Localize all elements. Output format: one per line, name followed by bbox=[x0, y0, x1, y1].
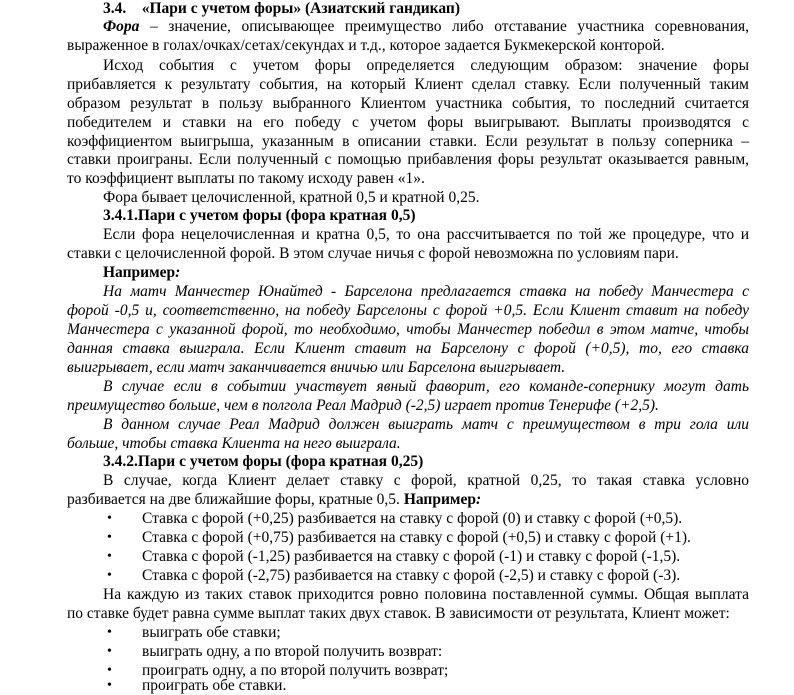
subsection-heading bbox=[103, 452, 423, 471]
subsection-title: Пари с учетом форы (фора кратная 0,25) bbox=[137, 453, 424, 470]
bullet-icon: • bbox=[107, 663, 112, 678]
list-item: • Ставка с форой (+0,75) разбивается на ставку с форой (+0,5) и ставку с форой (+1). bbox=[107, 529, 691, 546]
list-item: • Ставка с форой (-2,75) разбивается на ставку с форой (-2,5) и ставку с форой (-3). bbox=[107, 567, 681, 584]
definition-line-1: Фора – значение, описывающее преимущество либо отставание участника соревнования, bbox=[103, 18, 749, 35]
list-item: • проиграть обе ставки. bbox=[107, 677, 287, 694]
fora-types-line: Фора бывает целочисленной, кратной 0,5 и кратной 0,25. bbox=[103, 189, 480, 206]
body-line: разбивается на две ближайшие форы, кратные 0,5. Например: bbox=[67, 491, 482, 508]
outcome-line: то коэффициент выплаты по такому исходу равен «1». bbox=[67, 170, 425, 187]
body-line: ставки с целочисленной форой. В этом случае ничья с форой невозможна по условиям пари. bbox=[67, 245, 679, 262]
bullet-icon: • bbox=[107, 568, 112, 583]
section-number: 3.4. bbox=[103, 0, 127, 17]
subsection-number: 3.4.2. bbox=[103, 453, 138, 470]
list-item: • Ставка с форой (+0,25) разбивается на ставку с форой (0) и ставку с форой (+0,5). bbox=[107, 510, 683, 527]
outcome-line: прибавляется к результату события, на который Клиент сделал ставку. Если полученный таким bbox=[67, 76, 749, 93]
body-line: Если фора нецелочисленная и кратна 0,5, то она рассчитывается по той же процедуре, что и bbox=[103, 226, 749, 243]
example-line: данная ставка выиграла. Если Клиент ставит на Барселону с форой (+0,5), то, его ставка bbox=[67, 340, 749, 357]
example-line: больше, чтобы ставка Клиента на него выиграла. bbox=[67, 435, 401, 452]
outcome-line: образом результат в пользу выбранного Клиентом участника события, то последний считается bbox=[67, 95, 749, 112]
example-line: В данном случае Реал Мадрид должен выиграть матч с преимуществом в три гола или bbox=[103, 416, 749, 433]
list-item: • выиграть обе ставки; bbox=[107, 624, 281, 641]
example-label: Например: bbox=[103, 264, 181, 281]
bullet-icon: • bbox=[107, 549, 112, 564]
bullet-icon: • bbox=[107, 678, 112, 693]
example-line: Манчестера с указанной форой, то необходимо, чтобы Манчестер победил в этом матче, чтобы bbox=[67, 321, 749, 338]
body-line: В случае, когда Клиент делает ставку с форой, кратной 0,25, то такая ставка условно bbox=[103, 472, 749, 489]
outcome-line: победителем и ставки на его победу с учетом форы выигрывают. Выплаты производятся с bbox=[67, 114, 749, 131]
bullet-icon: • bbox=[107, 625, 112, 640]
list-item: • Ставка с форой (-1,25) разбивается на ставку с форой (-1) и ставку с форой (-1,5). bbox=[107, 548, 681, 565]
list-item: • проиграть одну, а по второй получить возврат; bbox=[107, 662, 449, 679]
outcome-line: Исход события с учетом форы определяется следующим образом: значение форы bbox=[103, 57, 749, 74]
example-line: На матч Манчестер Юнайтед - Барселона предлагается ставка на победу Манчестера с bbox=[103, 283, 749, 300]
body-line: На каждую из таких ставок приходится ровно половина поставленной суммы. Общая выплата bbox=[103, 586, 749, 603]
bullet-icon: • bbox=[107, 530, 112, 545]
bullet-icon: • bbox=[107, 644, 112, 659]
section-heading bbox=[103, 0, 460, 18]
subsection-heading bbox=[103, 206, 415, 225]
subsection-title: Пари с учетом форы (фора кратная 0,5) bbox=[137, 207, 416, 224]
section-title: «Пари с учетом форы» (Азиатский гандикап) bbox=[141, 0, 461, 17]
body-line: по ставке будет равна сумме выплат таких двух ставок. В зависимости от результата, Клиент может: bbox=[67, 605, 730, 622]
example-line: форой -0,5 и, соответственно, на победу Барселоны с форой +0,5. Если Клиент ставит на победу bbox=[67, 302, 749, 319]
subsection-number: 3.4.1. bbox=[103, 207, 138, 224]
outcome-line: коэффициентом выигрыша, указанным в описании ставки. Если результат в пользу соперника – bbox=[67, 133, 749, 150]
example-line: выигрывает, если матч заканчивается вничью или Барселона выигрывает. bbox=[67, 359, 566, 376]
example-line: преимущество больше, чем в полгола Реал Мадрид (-2,5) играет против Тенерифе (+2,5). bbox=[67, 397, 659, 414]
definition-line-2: выраженное в голах/очках/сетах/секундах и т.д., которое задается Букмекерской конторой. bbox=[67, 37, 665, 54]
definition-term: Фора bbox=[103, 18, 140, 35]
bullet-icon: • bbox=[107, 511, 112, 526]
example-line: В случае если в событии участвует явный фаворит, его команде-сопернику могут дать bbox=[103, 378, 749, 395]
list-item: • выиграть одну, а по второй получить возврат: bbox=[107, 643, 443, 660]
outcome-line: ставки проиграны. Если полученный с помощью прибавления форы результат оказывается равным, bbox=[67, 151, 749, 168]
